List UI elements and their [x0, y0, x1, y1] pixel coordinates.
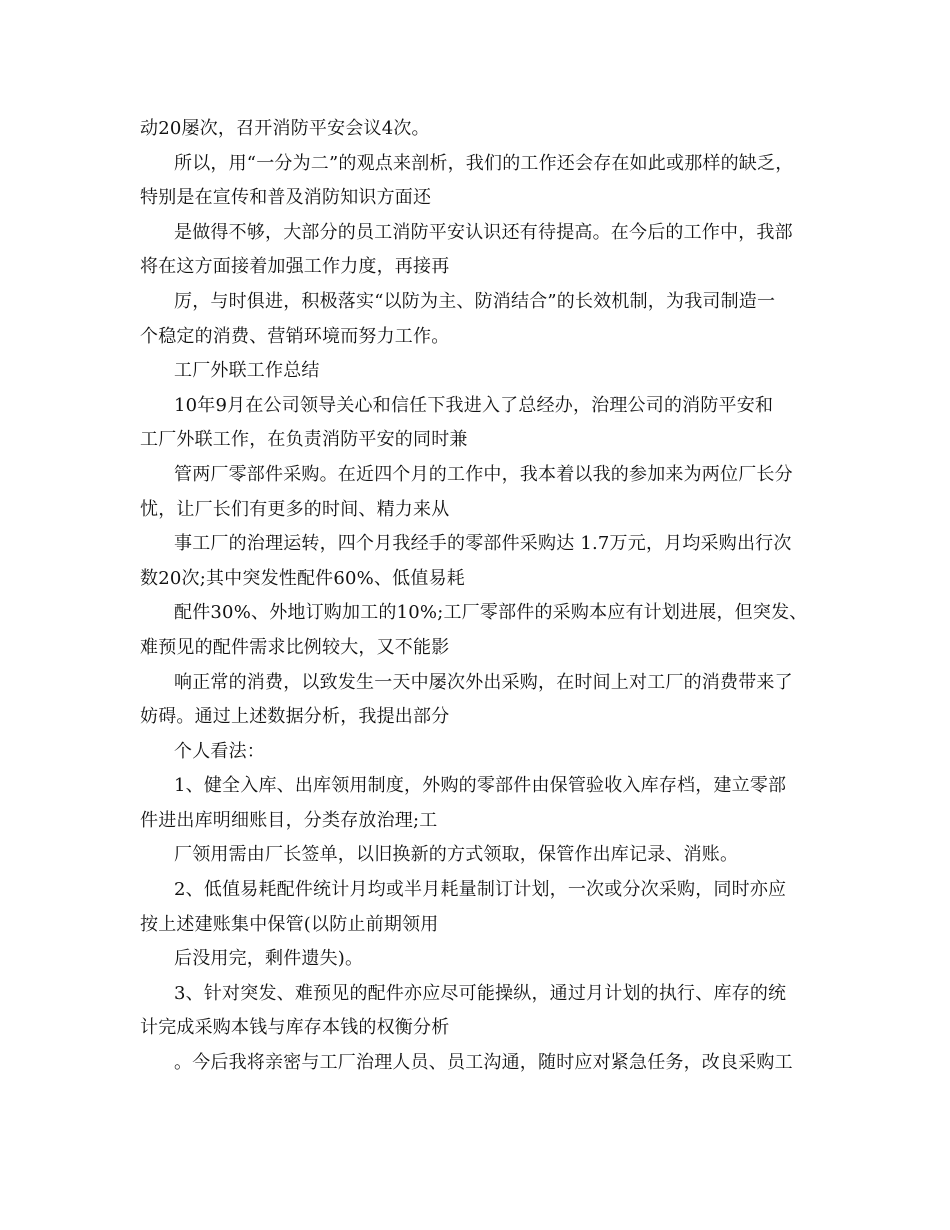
text-line: 。今后我将亲密与工厂治理人员、员工沟通，随时应对紧急任务，改良采购工 [174, 1052, 793, 1074]
text-line: 个稳定的消费、营销环境而努力工作。 [140, 325, 450, 347]
text-line: 数20次;其中突发性配件60%、低值易耗 [140, 567, 465, 589]
text-line: 事工厂的治理运转，四个月我经手的零部件采购达 1.7万元，月均采购出行次 [174, 533, 792, 555]
text-line: 特别是在宣传和普及消防知识方面还 [140, 187, 432, 209]
text-line: 件进出库明细账目，分类存放治理;工 [140, 809, 438, 831]
text-line: 所以，用“一分为二”的观点来剖析，我们的工作还会存在如此或那样的缺乏， [174, 152, 794, 174]
text-line: 厂领用需由厂长签单，以旧换新的方式领取，保管作出库记录、消账。 [174, 844, 739, 866]
text-line: 10年9月在公司领导关心和信任下我进入了总经办，治理公司的消防平安和 [174, 394, 774, 416]
text-line: 响正常的消费，以致发生一天中屡次外出采购，在时间上对工厂的消费带来了 [174, 671, 793, 693]
text-line: 1、健全入库、出库领用制度，外购的零部件由保管验收入库存档，建立零部 [174, 775, 787, 797]
text-line: 将在这方面接着加强工作力度，再接再 [140, 256, 450, 278]
text-line: 妨碍。通过上述数据分析，我提出部分 [140, 706, 450, 728]
text-line: 是做得不够，大部分的员工消防平安认识还有待提高。在今后的工作中，我部 [174, 221, 793, 243]
text-line: 工厂外联工作，在负责消防平安的同时兼 [140, 429, 468, 451]
text-line: 3、针对突发、难预见的配件亦应尽可能操纵，通过月计划的执行、库存的统 [174, 982, 787, 1004]
text-line: 动20屡次，召开消防平安会议4次。 [140, 118, 430, 139]
text-line: 难预见的配件需求比例较大，又不能影 [140, 636, 450, 658]
text-line: 2、低值易耗配件统计月均或半月耗量制订计划，一次或分次采购，同时亦应 [174, 879, 787, 901]
text-line: 忧，让厂长们有更多的时间、精力来从 [140, 498, 450, 520]
text-line: 按上述建账集中保管(以防止前期领用 [140, 913, 439, 935]
text-line: 计完成采购本钱与库存本钱的权衡分析 [140, 1017, 450, 1039]
text-line: 后没用完，剩件遗失)。 [174, 948, 364, 970]
text-line: 个人看法： [174, 740, 265, 762]
text-line: 配件30%、外地订购加工的10%;工厂零部件的采购本应有计划进展，但突发、 [174, 602, 808, 624]
text-line: 工厂外联工作总结 [174, 360, 320, 382]
document-body [140, 112, 840, 1081]
text-line: 管两厂零部件采购。在近四个月的工作中，我本着以我的参加来为两位厂长分 [174, 463, 793, 485]
text-line: 厉，与时俱进，积极落实“以防为主、防消结合”的长效机制，为我司制造一 [174, 290, 776, 312]
